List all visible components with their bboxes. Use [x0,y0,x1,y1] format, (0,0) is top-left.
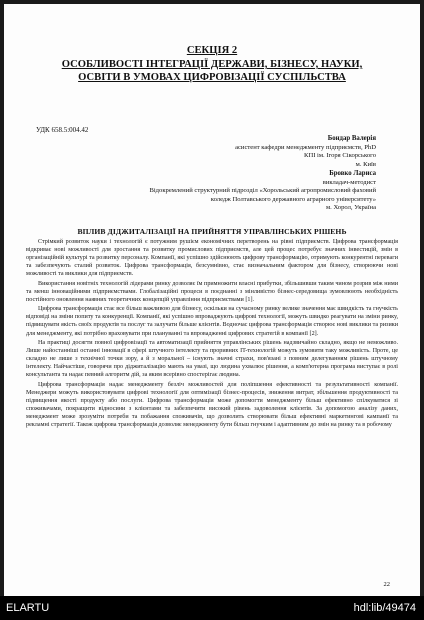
section-title-line-1: ОСОБЛИВОСТІ ІНТЕГРАЦІЇ ДЕРЖАВИ, БІЗНЕСУ, НАУКИ, [61,59,363,70]
footer-bar [0,596,424,620]
handle-link[interactable]: hdl:lib/49474 [353,602,416,614]
paragraph: Стрімкий розвиток науки і технологій є потужним рушієм економічних перетворень на рівні підприємств. Цифрова трансформація відкриває нові можливості для зростання та розвитку промислових підприємств, але цей процес потребує значних інвестицій, змін в організаційній культурі та розвитку персоналу. Компанії, які успішно здійснюють цифрову трансформацію, отримують конкурентні переваги та забезпечують сталий розвиток. Цифрова трансформація, безсумнівно, стає визначальним фактором для бізнесу, створюючи нові можливості та виклики для підприємств. [26,239,398,278]
section-title-line-2: ОСВІТИ В УМОВАХ ЦИФРОВІЗАЦІЇ СУСПІЛЬСТВА [78,72,346,83]
document-page [4,4,420,596]
section-label: СЕКЦІЯ 2 [186,45,238,56]
author-institution: КПІ ім. Ігоря Сікорського [304,152,376,160]
author-city: м. Хорол, Україна [325,204,376,212]
author-name: Бровко Лариса [329,170,376,177]
author-position: асистент кафедри менеджменту підприємств, PhD [235,143,376,151]
paragraph: Використання новітніх технологій лідерами ринку дозволяє їм примножити власні прибутки, збільшивши таким чином розрив між ними та менш інноваційними підприємствами. Глобалізаційні процеси в поєднанні з мінливістю бізнес-середовища зумовлюють необхідність постійного оновлення наявних теоретичних концепцій управління підприємствами [1]. [26,280,398,303]
paragraph: Цифрова трансформація стає все більш важливою для бізнесу, оскільки на сучасному ринку велике значення має швидкість та гнучкість відповіді на зміни попиту та конкуренції. Компанії, які успішно впроваджують цифрові технології, можуть швидко реагувати на зміни ринку, підвищувати якість своїх продуктів та послуг та залучати більше клієнтів. Водночас цифрова трансформація створює нові виклики та ризики для менеджменту, які потрібно враховувати при плануванні та впровадженні цифрових стратегій в компанії [2]. [26,306,398,337]
author-city: м. Київ [355,160,376,168]
author-name: Бондар Валерія [327,135,376,142]
article-body [26,238,398,431]
repository-label: ELARTU [6,602,50,614]
author-institution-cont: коледж Полтавського державного аграрного університету» [210,195,376,203]
author-block-1 [235,135,376,169]
author-institution: Відокремлений структурний підрозділ «Хорольський агропромисловий фаховий [149,187,376,195]
paragraph: Цифрова трансформація надає менеджменту безліч можливостей для поліпшення ефективності та результативності компанії. Менеджери можуть використовувати цифрові технології для оптимізації бізнес-процесів, зниження витрат, збільшення продуктивності та підвищення якості продукту або послуги. Цифрова трансформація може допомогти менеджменту більш ефективно спілкуватися зі споживачами, покращити відносини з клієнтами та забезпечити високий рівень задоволення клієнтів. За допомогою аналізу даних, менеджмент може зрозуміти потреби та побажання споживачів, що дозволить створювати більш ефективні маркетингові кампанії та рекламні стратегії. Також цифрова трансформація дозволяє менеджменту бути більш гнучким і адаптивним до змін на ринку та в робочому [26,381,398,429]
udk-code: УДК 658.5:004.42 [36,126,89,134]
page-number: 22 [383,581,390,588]
paragraph: На практиці досягти повної цифровізації та автоматизації прийняття управлінських рішень надзвичайно складно, якщо не неможливо. Лише найостанніші останні інновації в сфері штучного інтелекту та проривних IT-технологій можуть зумовити таку можливість. Проте, це складно не лише з технічної точки зору, а й з моральної – існують значні страхи, пов'язані з повним делегуванням рішень штучному інтелекту. Найчастіше, говорячи про діджиталізацію мають на увазі, що людина ухвалює рішення, а комп'ютерна програма виступає в ролі консультанта та надає певний алгоритм дій, за яким всерівно спостерігає людина. [26,340,398,379]
article-title: ВПЛИВ ДІДЖИТАЛІЗАЦІЇ НА ПРИЙНЯТТЯ УПРАВЛІНСЬКИХ РІШЕНЬ [77,227,347,236]
author-position: викладач-методист [322,178,376,186]
author-block-2 [149,170,376,213]
